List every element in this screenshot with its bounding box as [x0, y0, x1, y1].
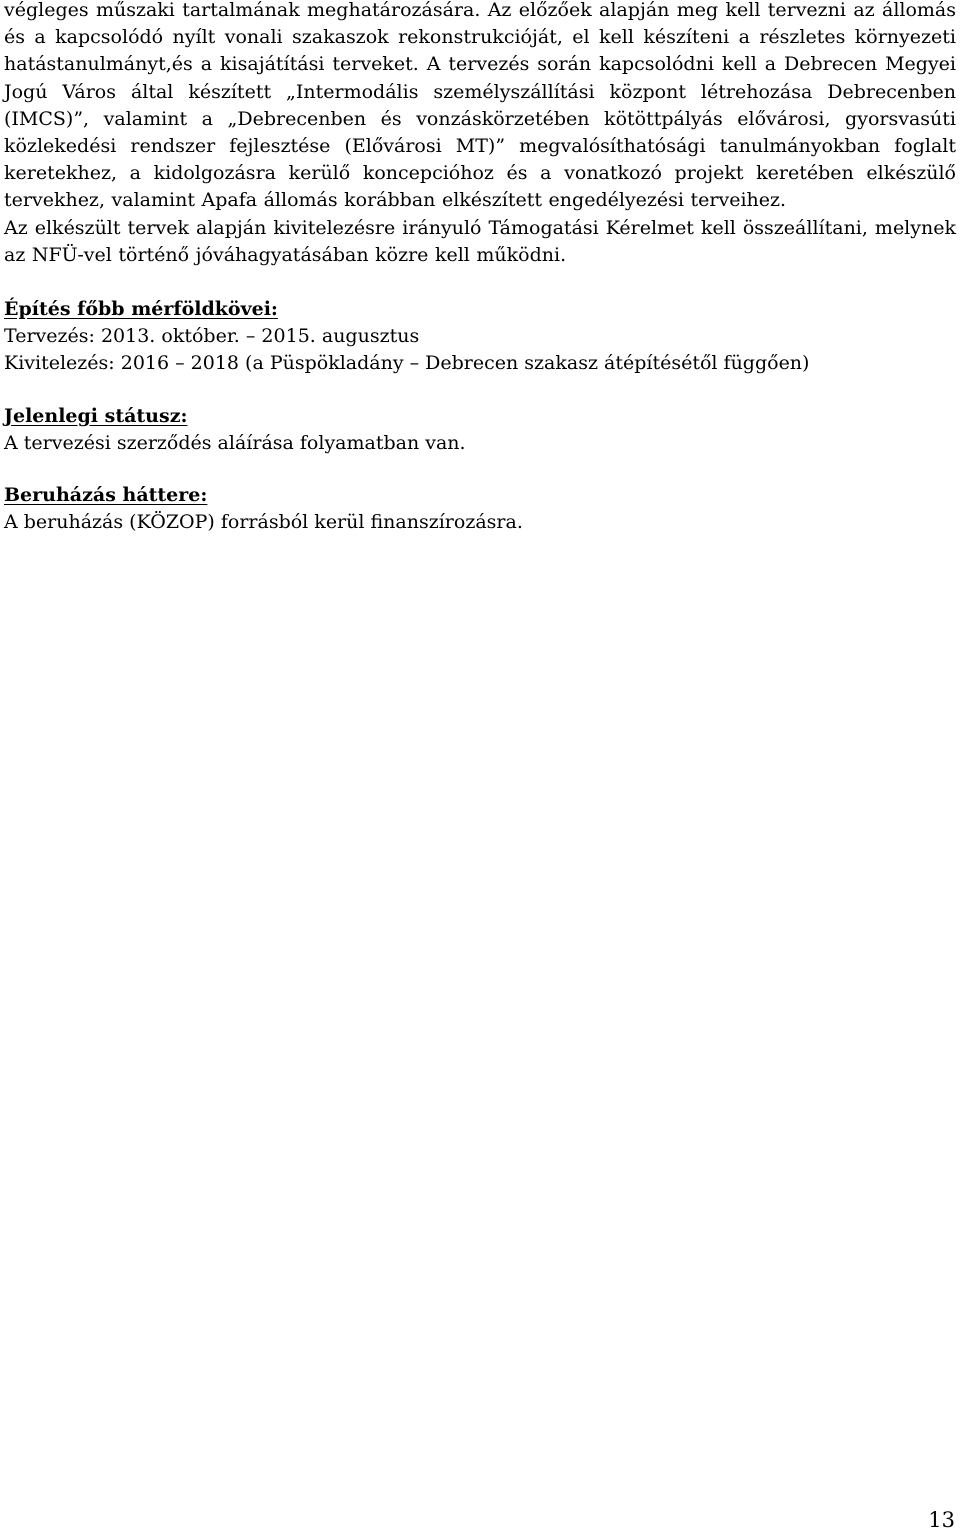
background-section [4, 482, 956, 536]
design-milestone: Tervezés: 2013. október. – 2015. augusztus [4, 325, 420, 348]
milestones-section [4, 296, 956, 378]
construction-milestone: Kivitelezés: 2016 – 2018 (a Püspökladány – Debrecen szakasz átépítésétől függően) [4, 352, 810, 375]
document-page [4, 0, 956, 536]
status-section [4, 403, 956, 457]
body-paragraph-grant-application: Az elkészült tervek alapján kivitelezésre irányuló Támogatási Kérelmet kell összeállítani, melynek az NFÜ-vel történő jóváhagyatásában közre kell működni. [4, 216, 956, 266]
status-text: A tervezési szerződés aláírása folyamatban van. [4, 431, 466, 454]
page-number: 13 [928, 1508, 955, 1532]
spacer [4, 378, 956, 403]
background-text: A beruházás (KÖZOP) forrásból kerül finanszírozásra. [4, 511, 523, 534]
milestones-heading: Építés főbb mérföldkövei: [4, 298, 278, 321]
body-paragraph-planning: végleges műszaki tartalmának meghatározására. Az előzőek alapján meg kell tervezni az állomás és a kapcsolódó nyílt vonali szakaszok rekonstrukcióját, el kell készíteni a részletes környezeti hatástanulmányt,és a kisajátítási terveket. A tervezés során kapcsolódni kell a Debrecen Megyei Jogú Város által készített „Intermodális személyszállítási központ létrehozása Debrecenben (IMCS)”, valamint a „Debrecenben és vonzáskörzetében kötöttpályás elővárosi, gyorsvasúti közlekedési rendszer fejlesztése (Elővárosi MT)” megvalósíthatósági tanulmányokban foglalt keretekhez, a kidolgozásra kerülő koncepcióhoz és a vonatkozó projekt keretében elkészülő tervekhez, valamint Apafa állomás korábban elkészített engedélyezési terveihez. [4, 0, 956, 212]
spacer [4, 457, 956, 482]
background-heading: Beruházás háttere: [4, 484, 208, 507]
status-heading: Jelenlegi státusz: [4, 404, 188, 427]
spacer [4, 269, 956, 296]
